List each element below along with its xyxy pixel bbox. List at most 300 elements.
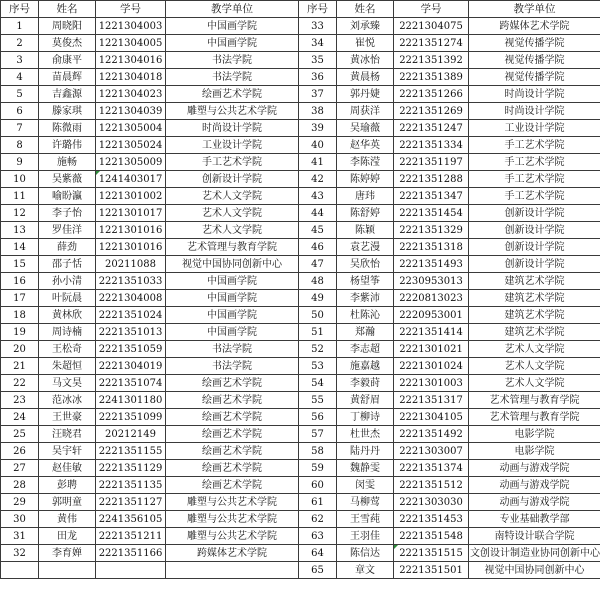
header-unit: 教学单位	[469, 1, 600, 18]
teaching-unit-cell: 动画与游戏学院	[469, 460, 600, 477]
student-id-cell: 1221301002	[96, 188, 166, 205]
seq-cell: 7	[1, 120, 39, 137]
seq-cell: 46	[299, 239, 337, 256]
seq-cell: 34	[299, 35, 337, 52]
name-cell: 丁柳诗	[337, 409, 394, 426]
teaching-unit-cell: 时尚设计学院	[469, 103, 600, 120]
student-id-cell: 1241403017	[96, 171, 166, 188]
student-id-cell: 1221304005	[96, 35, 166, 52]
seq-cell: 1	[1, 18, 39, 35]
table-row	[1, 103, 600, 120]
name-cell: 郭明童	[39, 494, 96, 511]
teaching-unit-cell: 中国画学院	[166, 290, 299, 307]
teaching-unit-cell: 文创设计制造业协同创新中心	[469, 545, 600, 562]
student-id-cell: 1221305009	[96, 154, 166, 171]
teaching-unit-cell: 视觉传播学院	[469, 69, 600, 86]
name-cell: 崔悦	[337, 35, 394, 52]
seq-cell: 41	[299, 154, 337, 171]
table-row	[1, 52, 600, 69]
name-cell: 黄舒眉	[337, 392, 394, 409]
name-cell: 黄伟	[39, 511, 96, 528]
name-cell: 吴欣怡	[337, 256, 394, 273]
student-id-cell: 2221301024	[394, 358, 469, 375]
teaching-unit-cell: 跨媒体艺术学院	[166, 545, 299, 562]
teaching-unit-cell: 手工艺术学院	[469, 154, 600, 171]
student-id-cell: 2221351059	[96, 341, 166, 358]
table-row	[1, 562, 600, 579]
seq-cell: 54	[299, 375, 337, 392]
teaching-unit-cell: 动画与游戏学院	[469, 494, 600, 511]
teaching-unit-cell: 绘画艺术学院	[166, 477, 299, 494]
teaching-unit-cell: 建筑艺术学院	[469, 290, 600, 307]
student-id-cell: 2221351155	[96, 443, 166, 460]
name-cell: 王雪莼	[337, 511, 394, 528]
teaching-unit-cell: 艺术管理与教育学院	[469, 409, 600, 426]
student-id-cell: 2221351493	[394, 256, 469, 273]
student-id-cell: 1221301016	[96, 239, 166, 256]
seq-cell: 6	[1, 103, 39, 120]
student-id-cell: 2221351334	[394, 137, 469, 154]
name-cell: 范冰冰	[39, 392, 96, 409]
teaching-unit-cell: 手工艺术学院	[166, 154, 299, 171]
table-row	[1, 358, 600, 375]
seq-cell: 8	[1, 137, 39, 154]
table-row	[1, 375, 600, 392]
name-cell: 陈颖	[337, 222, 394, 239]
name-cell: 魏静雯	[337, 460, 394, 477]
seq-cell: 33	[299, 18, 337, 35]
name-cell: 陈微雨	[39, 120, 96, 137]
seq-cell: 35	[299, 52, 337, 69]
student-id-cell: 2221303007	[394, 443, 469, 460]
student-id-cell: 20211088	[96, 256, 166, 273]
seq-cell: 16	[1, 273, 39, 290]
name-cell: 朱超恒	[39, 358, 96, 375]
name-cell: 王松奇	[39, 341, 96, 358]
teaching-unit-cell: 手工艺术学院	[469, 188, 600, 205]
teaching-unit-cell: 书法学院	[166, 52, 299, 69]
student-id-cell	[96, 562, 166, 579]
name-cell: 杨望筝	[337, 273, 394, 290]
teaching-unit-cell: 绘画艺术学院	[166, 392, 299, 409]
name-cell: 邵子恬	[39, 256, 96, 273]
seq-cell: 62	[299, 511, 337, 528]
teaching-unit-cell: 雕塑与公共艺术学院	[166, 494, 299, 511]
teaching-unit-cell: 雕塑与公共艺术学院	[166, 103, 299, 120]
seq-cell: 4	[1, 69, 39, 86]
header-id: 学号	[96, 1, 166, 18]
seq-cell: 24	[1, 409, 39, 426]
teaching-unit-cell: 艺术人文学院	[469, 341, 600, 358]
teaching-unit-cell: 绘画艺术学院	[166, 426, 299, 443]
header-row	[1, 1, 600, 18]
name-cell: 陈信达	[337, 545, 394, 562]
table-row	[1, 69, 600, 86]
name-cell: 章文	[337, 562, 394, 579]
student-id-cell: 2221351453	[394, 511, 469, 528]
table-row	[1, 222, 600, 239]
teaching-unit-cell	[166, 562, 299, 579]
student-id-cell: 1221304003	[96, 18, 166, 35]
table-row	[1, 18, 600, 35]
student-id-cell: 1221305004	[96, 120, 166, 137]
teaching-unit-cell: 书法学院	[166, 341, 299, 358]
seq-cell: 3	[1, 52, 39, 69]
seq-cell: 30	[1, 511, 39, 528]
table-row	[1, 239, 600, 256]
student-id-cell: 2221351414	[394, 324, 469, 341]
seq-cell: 52	[299, 341, 337, 358]
table-row	[1, 392, 600, 409]
table-row	[1, 545, 600, 562]
teaching-unit-cell: 视觉中国协同创新中心	[166, 256, 299, 273]
seq-cell: 40	[299, 137, 337, 154]
student-id-cell: 2220953001	[394, 307, 469, 324]
teaching-unit-cell: 绘画艺术学院	[166, 86, 299, 103]
table-row	[1, 273, 600, 290]
name-cell: 李育婵	[39, 545, 96, 562]
teaching-unit-cell: 创新设计学院	[469, 205, 600, 222]
name-cell: 李志超	[337, 341, 394, 358]
teaching-unit-cell: 时尚设计学院	[166, 120, 299, 137]
student-id-cell: 2220813023	[394, 290, 469, 307]
teaching-unit-cell: 中国画学院	[166, 18, 299, 35]
teaching-unit-cell: 绘画艺术学院	[166, 460, 299, 477]
seq-cell: 43	[299, 188, 337, 205]
name-cell: 王羽佳	[337, 528, 394, 545]
student-id-cell: 1221301017	[96, 205, 166, 222]
student-id-cell: 2221351274	[394, 35, 469, 52]
teaching-unit-cell: 南特设计联合学院	[469, 528, 600, 545]
name-cell: 施嘉越	[337, 358, 394, 375]
student-id-cell: 2221304008	[96, 290, 166, 307]
header-seq: 序号	[1, 1, 39, 18]
student-id-cell: 1221305024	[96, 137, 166, 154]
teaching-unit-cell: 建筑艺术学院	[469, 324, 600, 341]
seq-cell: 50	[299, 307, 337, 324]
student-id-cell: 2221351197	[394, 154, 469, 171]
seq-cell	[1, 562, 39, 579]
seq-cell: 45	[299, 222, 337, 239]
name-cell: 郑瀚	[337, 324, 394, 341]
seq-cell: 48	[299, 273, 337, 290]
seq-cell: 9	[1, 154, 39, 171]
name-cell: 吉鑫源	[39, 86, 96, 103]
student-id-cell: 1221304039	[96, 103, 166, 120]
table-row	[1, 443, 600, 460]
student-id-cell: 2221301003	[394, 375, 469, 392]
name-cell: 马柳莺	[337, 494, 394, 511]
teaching-unit-cell: 艺术管理与教育学院	[166, 239, 299, 256]
seq-cell: 57	[299, 426, 337, 443]
seq-cell: 59	[299, 460, 337, 477]
student-id-cell: 2221304019	[96, 358, 166, 375]
student-id-cell: 2221351512	[394, 477, 469, 494]
seq-cell: 12	[1, 205, 39, 222]
name-cell: 郭丹婕	[337, 86, 394, 103]
seq-cell: 19	[1, 324, 39, 341]
student-id-cell: 2221351013	[96, 324, 166, 341]
name-cell: 陆丹丹	[337, 443, 394, 460]
table-row	[1, 307, 600, 324]
student-id-cell: 2221304105	[394, 409, 469, 426]
name-cell: 李毅莳	[337, 375, 394, 392]
table-row	[1, 290, 600, 307]
teaching-unit-cell: 艺术人文学院	[166, 222, 299, 239]
seq-cell: 37	[299, 86, 337, 103]
name-cell: 袁艺漫	[337, 239, 394, 256]
seq-cell: 25	[1, 426, 39, 443]
teaching-unit-cell: 中国画学院	[166, 324, 299, 341]
table-row	[1, 494, 600, 511]
teaching-unit-cell: 手工艺术学院	[469, 171, 600, 188]
seq-cell: 21	[1, 358, 39, 375]
student-id-cell: 2221351501	[394, 562, 469, 579]
teaching-unit-cell: 电影学院	[469, 443, 600, 460]
seq-cell: 42	[299, 171, 337, 188]
teaching-unit-cell: 绘画艺术学院	[166, 443, 299, 460]
table-row	[1, 426, 600, 443]
student-id-cell: 2221351247	[394, 120, 469, 137]
seq-cell: 55	[299, 392, 337, 409]
header-seq: 序号	[299, 1, 337, 18]
header-name: 姓名	[39, 1, 96, 18]
teaching-unit-cell: 建筑艺术学院	[469, 307, 600, 324]
teaching-unit-cell: 视觉传播学院	[469, 35, 600, 52]
name-cell: 苗晨辉	[39, 69, 96, 86]
name-cell: 赵佳敏	[39, 460, 96, 477]
name-cell: 杜世杰	[337, 426, 394, 443]
student-id-cell: 1221304018	[96, 69, 166, 86]
table-row	[1, 256, 600, 273]
seq-cell: 2	[1, 35, 39, 52]
teaching-unit-cell: 视觉中国协同创新中心	[469, 562, 600, 579]
teaching-unit-cell: 艺术管理与教育学院	[469, 392, 600, 409]
seq-cell: 31	[1, 528, 39, 545]
teaching-unit-cell: 创新设计学院	[469, 222, 600, 239]
student-id-cell: 1221301016	[96, 222, 166, 239]
student-id-cell: 1221304023	[96, 86, 166, 103]
teaching-unit-cell: 艺术人文学院	[469, 375, 600, 392]
seq-cell: 11	[1, 188, 39, 205]
student-id-cell: 2221351288	[394, 171, 469, 188]
teaching-unit-cell: 时尚设计学院	[469, 86, 600, 103]
table-row	[1, 460, 600, 477]
student-id-cell: 2221351127	[96, 494, 166, 511]
student-id-cell: 2221351389	[394, 69, 469, 86]
teaching-unit-cell: 创新设计学院	[166, 171, 299, 188]
teaching-unit-cell: 艺术人文学院	[166, 188, 299, 205]
seq-cell: 26	[1, 443, 39, 460]
seq-cell: 64	[299, 545, 337, 562]
teaching-unit-cell: 绘画艺术学院	[166, 375, 299, 392]
student-id-cell: 2221351166	[96, 545, 166, 562]
seq-cell: 56	[299, 409, 337, 426]
seq-cell: 39	[299, 120, 337, 137]
seq-cell: 20	[1, 341, 39, 358]
student-id-cell: 2221304075	[394, 18, 469, 35]
student-id-cell: 2221351211	[96, 528, 166, 545]
seq-cell: 10	[1, 171, 39, 188]
student-id-cell: 2221351392	[394, 52, 469, 69]
teaching-unit-cell: 雕塑与公共艺术学院	[166, 511, 299, 528]
student-id-cell: 1221304016	[96, 52, 166, 69]
seq-cell: 17	[1, 290, 39, 307]
seq-cell: 23	[1, 392, 39, 409]
name-cell: 叶阮晨	[39, 290, 96, 307]
roster-body	[1, 18, 600, 579]
teaching-unit-cell: 动画与游戏学院	[469, 477, 600, 494]
table-row	[1, 35, 600, 52]
teaching-unit-cell: 中国画学院	[166, 307, 299, 324]
seq-cell: 27	[1, 460, 39, 477]
teaching-unit-cell: 工业设计学院	[469, 120, 600, 137]
seq-cell: 32	[1, 545, 39, 562]
student-id-cell: 20212149	[96, 426, 166, 443]
name-cell: 陈舒婷	[337, 205, 394, 222]
name-cell: 唐玮	[337, 188, 394, 205]
student-id-cell: 2221351515	[394, 545, 469, 562]
teaching-unit-cell: 艺术人文学院	[469, 358, 600, 375]
seq-cell: 44	[299, 205, 337, 222]
name-cell: 孙小清	[39, 273, 96, 290]
student-id-cell: 2221351269	[394, 103, 469, 120]
name-cell: 罗佳洋	[39, 222, 96, 239]
name-cell: 刘承臻	[337, 18, 394, 35]
name-cell: 黄晨杨	[337, 69, 394, 86]
table-row	[1, 154, 600, 171]
student-id-cell: 2221351074	[96, 375, 166, 392]
student-id-cell: 2221351129	[96, 460, 166, 477]
name-cell: 黄冰怡	[337, 52, 394, 69]
seq-cell: 53	[299, 358, 337, 375]
student-id-cell: 2221351548	[394, 528, 469, 545]
table-row	[1, 511, 600, 528]
header-unit: 教学单位	[166, 1, 299, 18]
name-cell: 杜陈沁	[337, 307, 394, 324]
name-cell: 马文昊	[39, 375, 96, 392]
teaching-unit-cell: 绘画艺术学院	[166, 409, 299, 426]
name-cell: 莫俊杰	[39, 35, 96, 52]
student-id-cell: 2221351492	[394, 426, 469, 443]
name-cell: 王世豪	[39, 409, 96, 426]
name-cell: 李陈滢	[337, 154, 394, 171]
name-cell: 喻盼瀛	[39, 188, 96, 205]
table-row	[1, 528, 600, 545]
teaching-unit-cell: 书法学院	[166, 358, 299, 375]
table-row	[1, 341, 600, 358]
student-id-cell: 2221351024	[96, 307, 166, 324]
student-id-cell: 2221351033	[96, 273, 166, 290]
teaching-unit-cell: 专业基础教学部	[469, 511, 600, 528]
seq-cell: 22	[1, 375, 39, 392]
student-id-cell: 2221301021	[394, 341, 469, 358]
seq-cell: 15	[1, 256, 39, 273]
teaching-unit-cell: 手工艺术学院	[469, 137, 600, 154]
seq-cell: 18	[1, 307, 39, 324]
header-id: 学号	[394, 1, 469, 18]
name-cell: 吴瑜薇	[337, 120, 394, 137]
seq-cell: 13	[1, 222, 39, 239]
teaching-unit-cell: 创新设计学院	[469, 239, 600, 256]
seq-cell: 63	[299, 528, 337, 545]
student-id-cell: 2221351318	[394, 239, 469, 256]
seq-cell: 60	[299, 477, 337, 494]
name-cell: 李子怡	[39, 205, 96, 222]
seq-cell: 28	[1, 477, 39, 494]
table-row	[1, 188, 600, 205]
seq-cell: 5	[1, 86, 39, 103]
name-cell: 汪晓君	[39, 426, 96, 443]
name-cell: 薛劲	[39, 239, 96, 256]
student-id-cell: 2221351135	[96, 477, 166, 494]
name-cell: 俞康平	[39, 52, 96, 69]
table-row	[1, 171, 600, 188]
student-id-cell: 2241301180	[96, 392, 166, 409]
name-cell: 许璐伟	[39, 137, 96, 154]
student-id-cell: 2241356105	[96, 511, 166, 528]
teaching-unit-cell: 电影学院	[469, 426, 600, 443]
seq-cell: 36	[299, 69, 337, 86]
teaching-unit-cell: 雕塑与公共艺术学院	[166, 528, 299, 545]
student-id-cell: 2221351317	[394, 392, 469, 409]
name-cell: 彭聘	[39, 477, 96, 494]
table-row	[1, 324, 600, 341]
teaching-unit-cell: 建筑艺术学院	[469, 273, 600, 290]
seq-cell: 47	[299, 256, 337, 273]
name-cell: 滕家琪	[39, 103, 96, 120]
teaching-unit-cell: 跨媒体艺术学院	[469, 18, 600, 35]
teaching-unit-cell: 工业设计学院	[166, 137, 299, 154]
table-row	[1, 137, 600, 154]
teaching-unit-cell: 艺术人文学院	[166, 205, 299, 222]
name-cell: 黄林欣	[39, 307, 96, 324]
teaching-unit-cell: 视觉传播学院	[469, 52, 600, 69]
table-row	[1, 86, 600, 103]
seq-cell: 38	[299, 103, 337, 120]
seq-cell: 51	[299, 324, 337, 341]
seq-cell: 61	[299, 494, 337, 511]
teaching-unit-cell: 中国画学院	[166, 273, 299, 290]
teaching-unit-cell: 创新设计学院	[469, 256, 600, 273]
name-cell: 周晓阳	[39, 18, 96, 35]
seq-cell: 29	[1, 494, 39, 511]
name-cell: 吴紫薇	[39, 171, 96, 188]
seq-cell: 65	[299, 562, 337, 579]
name-cell: 李紫沛	[337, 290, 394, 307]
name-cell: 施畅	[39, 154, 96, 171]
seq-cell: 49	[299, 290, 337, 307]
seq-cell: 58	[299, 443, 337, 460]
name-cell: 周获洋	[337, 103, 394, 120]
table-row	[1, 409, 600, 426]
student-id-cell: 2221351347	[394, 188, 469, 205]
teaching-unit-cell: 中国画学院	[166, 35, 299, 52]
name-cell: 赵华英	[337, 137, 394, 154]
name-cell: 陈婷婷	[337, 171, 394, 188]
table-row	[1, 205, 600, 222]
teaching-unit-cell: 书法学院	[166, 69, 299, 86]
student-id-cell: 2221351099	[96, 409, 166, 426]
table-row	[1, 477, 600, 494]
student-id-cell: 2221351374	[394, 460, 469, 477]
student-id-cell: 2221303030	[394, 494, 469, 511]
name-cell	[39, 562, 96, 579]
student-id-cell: 2221351454	[394, 205, 469, 222]
header-name: 姓名	[337, 1, 394, 18]
table-row	[1, 120, 600, 137]
name-cell: 周诗楠	[39, 324, 96, 341]
